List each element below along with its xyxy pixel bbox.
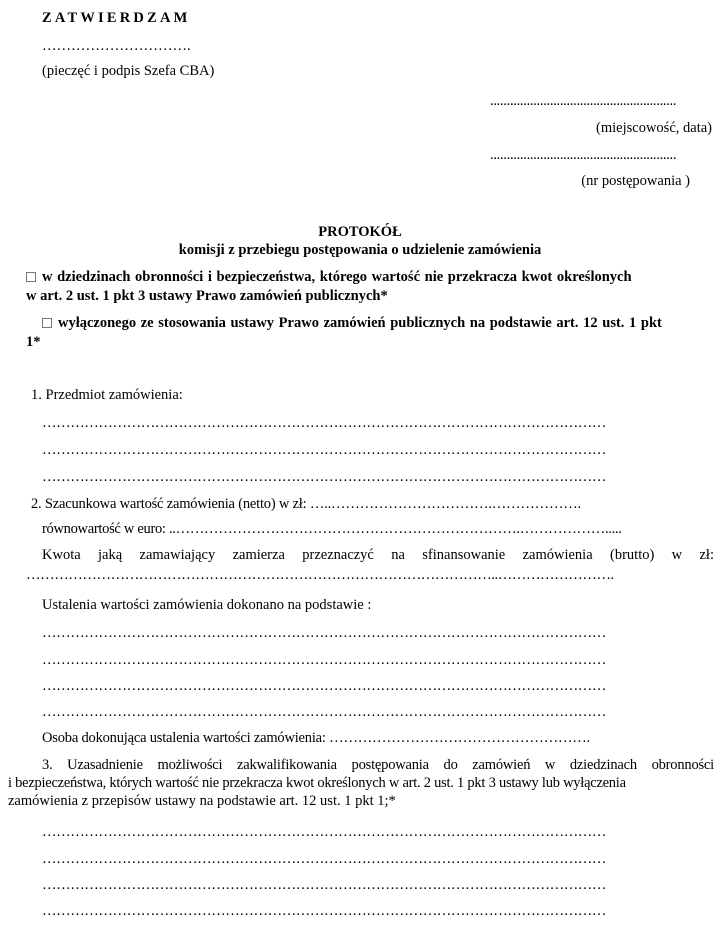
option-excluded-line2: 1* [26,334,41,350]
document-title: PROTOKÓŁ [318,224,402,240]
section2-euro: równowartość w euro: ..……………………………………………………………….………………..... [42,521,622,537]
section1-label: 1. Przedmiot zamówienia: [31,387,183,403]
section3-line[interactable]: ………………………………………………………………………………………………………… [42,851,607,867]
section2-basis-label: Ustalenia wartości zamówienia dokonano na podstawie : [42,597,372,613]
option-defense-line1: w dziedzinach obronności i bezpieczeństwa, którego wartość nie przekracza kwot określonych [42,269,632,285]
proc-number-caption: (nr postępowania ) [581,173,690,189]
section1-line[interactable]: ………………………………………………………………………………………………………… [42,442,607,458]
option-defense-line2: w art. 2 ust. 1 pkt 3 ustawy Prawo zamówień publicznych* [26,288,388,304]
option-defense-line2-wrap [26,287,388,305]
option-defense [26,268,716,286]
section2-person: Osoba dokonująca ustalenia wartości zamówienia: ………………………………………………. [42,730,590,746]
document-subtitle: komisji z przebiegu postępowania o udzielenie zamówienia [178,242,542,258]
approval-signature-dots: …………………………. [42,38,191,54]
section2-basis-line[interactable]: ………………………………………………………………………………………………………… [42,678,607,694]
option-excluded-line1: wyłączonego ze stosowania ustawy Prawo zamówień publicznych na podstawie art. 12 ust. 1 pkt [58,315,662,331]
section1-line[interactable]: ………………………………………………………………………………………………………… [42,415,607,431]
section2-basis-line[interactable]: ………………………………………………………………………………………………………… [42,625,607,641]
section1-line[interactable]: ………………………………………………………………………………………………………… [42,469,607,485]
section2-label: 2. Szacunkowa wartość zamówienia (netto) w zł: …..…………………………….………………. [31,496,581,512]
section3-line[interactable]: ………………………………………………………………………………………………………… [42,877,607,893]
option-defense-checkbox[interactable] [26,272,36,282]
place-date-caption: (miejscowość, data) [596,120,712,136]
option-excluded-checkbox[interactable] [42,318,52,328]
approval-heading: ZATWIERDZAM [42,10,191,26]
proc-number-dots: ........................................................ [490,147,677,163]
option-excluded-line2-wrap [26,333,41,351]
option-excluded [42,314,662,332]
section3-line1: 3. Uzasadnienie możliwości zakwalifikowania postępowania do zamówień w dziedzinach obronności [42,757,714,773]
section3-line2: i bezpieczeństwa, których wartość nie przekracza kwot określonych w art. 2 ust. 1 pkt 3 ustawy lub wyłączenia [8,775,626,791]
section3-line[interactable]: ………………………………………………………………………………………………………… [42,824,607,840]
approval-caption: (pieczęć i podpis Szefa CBA) [42,63,215,79]
section3-line3: zamówienia z przepisów ustawy na podstawie art. 12 ust. 1 pkt 1;* [8,793,396,809]
section2-budget-line1: Kwota jaką zamawiający zamierza przeznaczyć na sfinansowanie zamówienia (brutto) w zł: [42,547,714,563]
section3-line[interactable]: ………………………………………………………………………………………………………… [42,903,607,919]
section2-budget-line2[interactable]: ………………………………………………………………………………………..……………………. [26,567,614,583]
section2-basis-line[interactable]: ………………………………………………………………………………………………………… [42,652,607,668]
section2-basis-line[interactable]: ………………………………………………………………………………………………………… [42,704,607,720]
place-date-dots: ........................................................ [490,93,677,109]
